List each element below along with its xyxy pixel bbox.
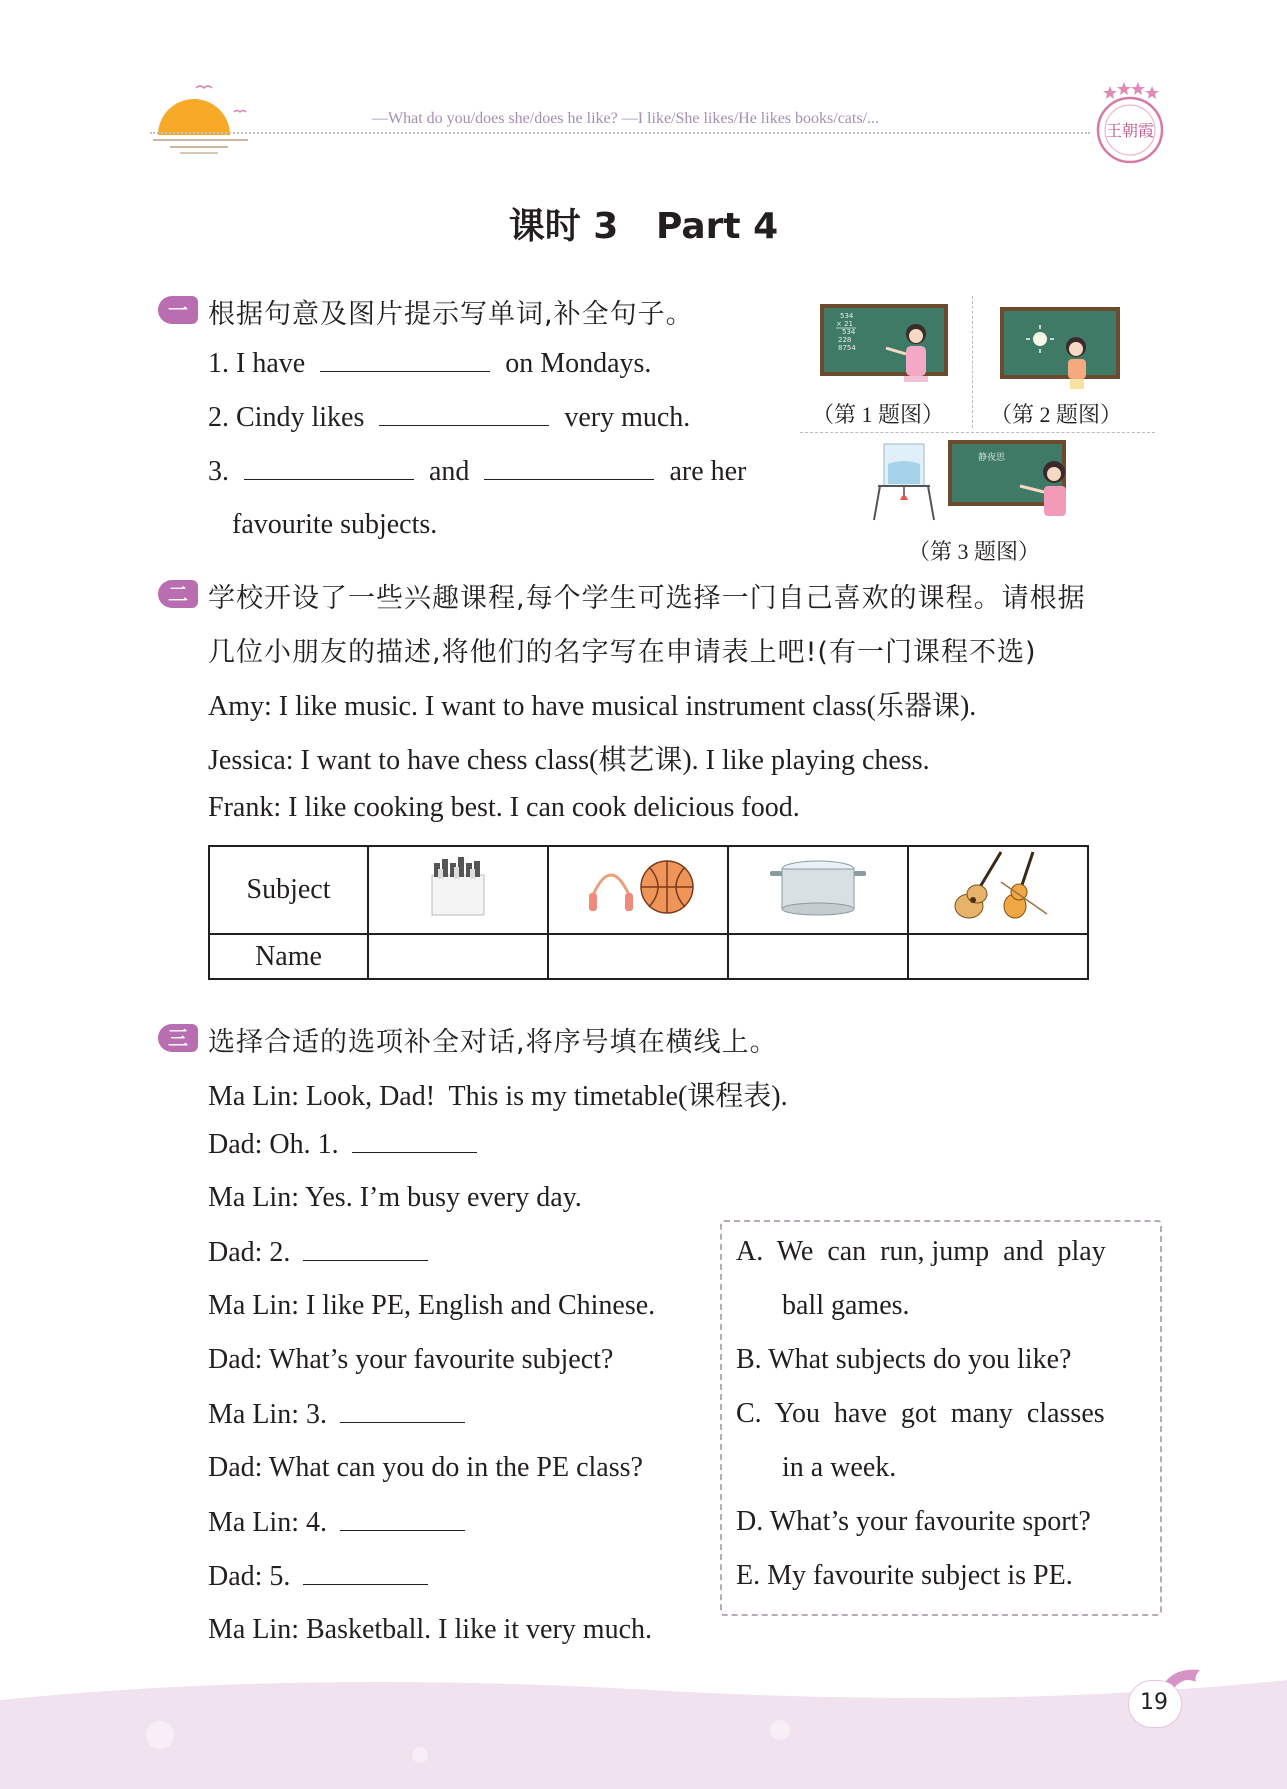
option-d: D. What’s your favourite sport?: [736, 1506, 1091, 1537]
picture-3-science-chinese: [870, 434, 1085, 524]
frank-description: Frank: I like cooking best. I can cook delicious food.: [208, 792, 800, 823]
option-e: E. My favourite subject is PE.: [736, 1560, 1073, 1591]
question-2: [208, 401, 690, 434]
svg-text:8754: 8754: [838, 344, 856, 352]
answer-blank[interactable]: [352, 1128, 477, 1153]
subject-cell-chess: [368, 846, 548, 934]
dialogue-line-3: Ma Lin: Yes. I’m busy every day.: [208, 1182, 582, 1213]
subject-cell-cooking: [728, 846, 908, 934]
answer-blank[interactable]: [244, 455, 414, 480]
option-a: A. We can run, jump and play: [736, 1236, 1106, 1267]
name-cell[interactable]: [908, 934, 1088, 979]
dialogue-text: Dad: 2.: [208, 1237, 291, 1268]
answer-blank[interactable]: [303, 1560, 428, 1585]
amy-description: Amy: I like music. I want to have musical instrument class(乐器课).: [208, 691, 977, 722]
section1-heading: 根据句意及图片提示写单词,补全句子。: [208, 299, 694, 330]
section3-heading: 选择合适的选项补全对话,将序号填在横线上。: [208, 1027, 778, 1058]
subject-cell-music: [908, 846, 1088, 934]
guitar-violin-icon: [943, 848, 1053, 924]
question-3-continued: favourite subjects.: [232, 509, 438, 540]
dialogue-line-2: [208, 1128, 477, 1161]
q3-text-b: and: [429, 456, 470, 487]
q1-text-a: 1. I have: [208, 348, 306, 379]
option-c-continued: in a week.: [782, 1452, 897, 1483]
section2-heading-line1: 学校开设了一些兴趣课程,每个学生可选择一门自己喜欢的课程。请根据: [208, 583, 1086, 614]
answer-blank[interactable]: [340, 1398, 465, 1423]
header-dotted-rule: [150, 132, 1090, 134]
q3-text-a: 3.: [208, 456, 229, 487]
dialogue-text: Dad: 5.: [208, 1561, 291, 1592]
publisher-logo-text: 王朝霞: [1106, 121, 1155, 140]
picture-divider-vertical: [972, 296, 973, 428]
q2-text-b: very much.: [564, 402, 691, 433]
answer-blank[interactable]: [379, 401, 549, 426]
dialogue-text: Ma Lin: 4.: [208, 1507, 327, 1538]
header-running-text: —What do you/does she/does he like? —I like/She likes/He likes books/cats/...: [372, 110, 880, 127]
question-1: [208, 347, 651, 380]
option-c: C. You have got many classes: [736, 1398, 1105, 1429]
name-header-cell: Name: [209, 934, 368, 979]
application-table: [208, 845, 1089, 980]
cooking-pot-icon: [768, 851, 868, 921]
picture-1-caption: （第 1 题图）: [812, 402, 945, 427]
picture-divider-horizontal: [800, 432, 1155, 433]
question-3: [208, 455, 746, 488]
answer-blank[interactable]: [320, 347, 490, 372]
dialogue-line-8: Dad: What can you do in the PE class?: [208, 1452, 643, 1483]
picture-3-caption: （第 3 题图）: [908, 539, 1041, 564]
picture-2-science-teacher: [998, 305, 1123, 390]
board-3-poem-text: 静夜思: [978, 453, 1006, 463]
option-b: B. What subjects do you like?: [736, 1344, 1072, 1375]
name-cell[interactable]: [548, 934, 728, 979]
svg-text:× 21: × 21: [836, 320, 853, 328]
jessica-description: Jessica: I want to have chess class(棋艺课). I like playing chess.: [208, 745, 930, 776]
chess-pieces-icon: [418, 851, 498, 921]
skipping-rope-basketball-icon: [581, 851, 696, 921]
section2-badge: 二: [158, 580, 198, 608]
svg-text:534: 534: [840, 312, 854, 320]
dialogue-line-5: Ma Lin: I like PE, English and Chinese.: [208, 1290, 656, 1321]
answer-blank[interactable]: [303, 1236, 428, 1261]
dialogue-line-1: Ma Lin: Look, Dad! This is my timetable(课程表).: [208, 1081, 788, 1112]
page-number: 19: [1140, 1690, 1168, 1715]
picture-2-caption: （第 2 题图）: [990, 402, 1123, 427]
svg-text:228: 228: [838, 336, 852, 344]
subject-header-cell: Subject: [209, 846, 368, 934]
option-a-continued: ball games.: [782, 1290, 910, 1321]
dialogue-line-7: [208, 1398, 465, 1431]
svg-text:534: 534: [842, 328, 856, 336]
dialogue-line-10: [208, 1560, 428, 1593]
name-cell[interactable]: [728, 934, 908, 979]
dialogue-line-6: Dad: What’s your favourite subject?: [208, 1344, 614, 1375]
q2-text-a: 2. Cindy likes: [208, 402, 365, 433]
q3-text-c: are her: [669, 456, 747, 487]
section1-badge: 一: [158, 296, 198, 324]
page-title: 课时 3 Part 4: [508, 206, 779, 247]
sun-logo-icon: [148, 80, 258, 155]
footer-wave-background: [0, 1660, 1287, 1789]
section2-heading-line2: 几位小朋友的描述,将他们的名字写在申请表上吧!(有一门课程不选): [208, 637, 1037, 668]
dialogue-line-4: [208, 1236, 428, 1269]
name-cell[interactable]: [368, 934, 548, 979]
q1-text-b: on Mondays.: [505, 348, 652, 379]
picture-1-maths-teacher: [818, 300, 953, 388]
answer-blank[interactable]: [484, 455, 654, 480]
dialogue-line-11: Ma Lin: Basketball. I like it very much.: [208, 1614, 653, 1645]
subject-cell-pe: [548, 846, 728, 934]
dialogue-text: Dad: Oh. 1.: [208, 1129, 339, 1160]
section3-badge: 三: [158, 1024, 198, 1052]
dialogue-line-9: [208, 1506, 465, 1539]
answer-blank[interactable]: [340, 1506, 465, 1531]
dialogue-text: Ma Lin: 3.: [208, 1399, 327, 1430]
